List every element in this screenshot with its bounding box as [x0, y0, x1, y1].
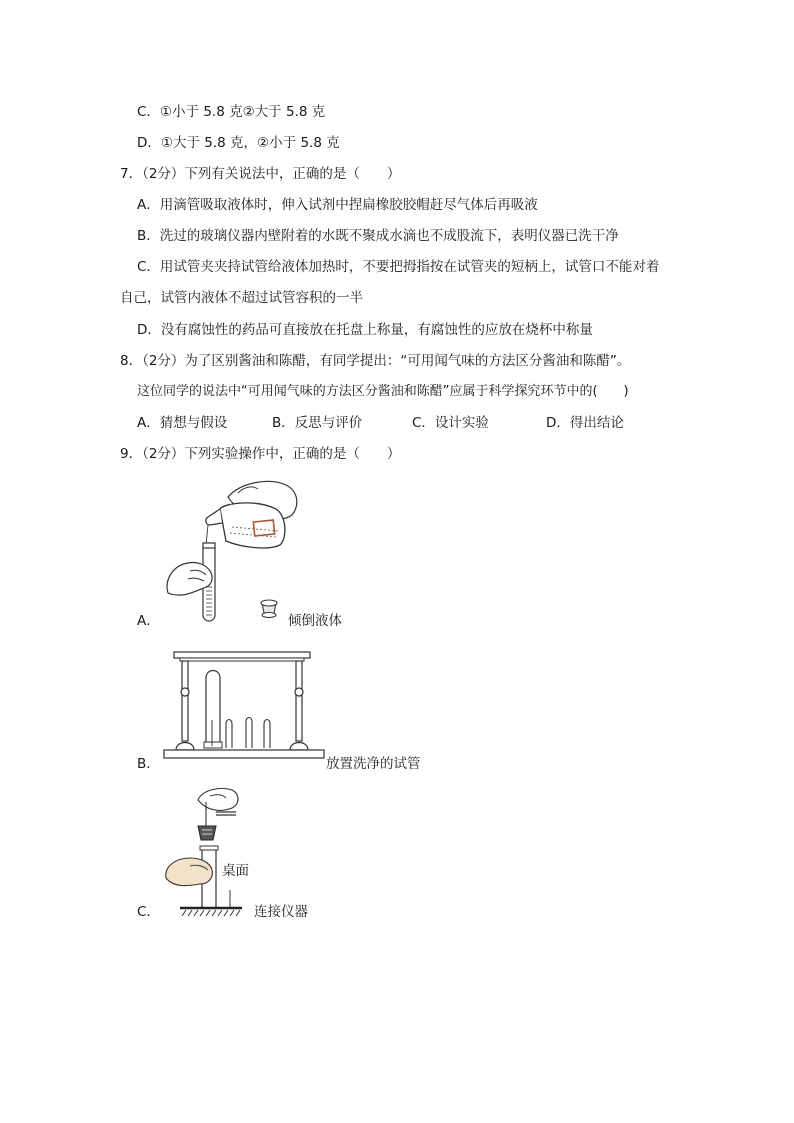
q8-stem-line1: 8．（2分）为了区别酱油和陈醋，有同学提出：“可用闻气味的方法区分酱油和陈醋”。 [120, 353, 631, 369]
q9-option-b-caption: 放置洗净的试管 [326, 756, 421, 772]
q8-option-b: B．反思与评价 [272, 415, 363, 431]
q9-option-b-letter: B． [137, 756, 160, 772]
q8-option-c: C．设计实验 [412, 415, 489, 431]
q8-option-d: D．得出结论 [546, 415, 624, 431]
q7-option-c-line1: C．用试管夹夹持试管给液体加热时，不要把拇指按在试管夹的短柄上，试管口不能对着 [137, 259, 660, 275]
q7-option-b: B．洗过的玻璃仪器内壁附着的水既不聚成水滴也不成股流下，表明仪器已洗干净 [137, 228, 619, 244]
q7-stem: 7．（2分）下列有关说法中，正确的是（ ） [120, 166, 401, 182]
q8-stem-line2: 这位同学的说法中“可用闻气味的方法区分酱油和陈醋”应属于科学探究环节中的( ) [137, 384, 629, 399]
q9-option-c-caption: 连接仪器 [254, 904, 308, 920]
q8-option-a: A．猜想与假设 [137, 415, 228, 431]
q6-option-d: D．①大于 5.8 克，②小于 5.8 克 [137, 135, 340, 151]
q7-option-a: A．用滴管吸取液体时，伸入试剂中捏扁橡胶胶帽赶尽气体后再吸液 [137, 197, 538, 213]
q6-option-c: C．①小于 5.8 克②大于 5.8 克 [137, 104, 326, 120]
q9-option-a-caption: 倾倒液体 [288, 613, 342, 629]
q9-option-c-letter: C． [137, 904, 160, 920]
q9-option-a-letter: A． [137, 613, 160, 629]
q7-option-d: D．没有腐蚀性的药品可直接放在托盘上称量，有腐蚀性的应放在烧杯中称量 [137, 322, 593, 338]
connecting-apparatus-figure [160, 782, 270, 917]
test-tube-rack-figure [160, 650, 330, 770]
q9-stem: 9．（2分）下列实验操作中，正确的是（ ） [120, 446, 401, 462]
q9-option-c-desk-label: 桌面 [222, 863, 249, 879]
q7-option-c-line2: 自己，试管内液体不超过试管容积的一半 [120, 290, 363, 306]
